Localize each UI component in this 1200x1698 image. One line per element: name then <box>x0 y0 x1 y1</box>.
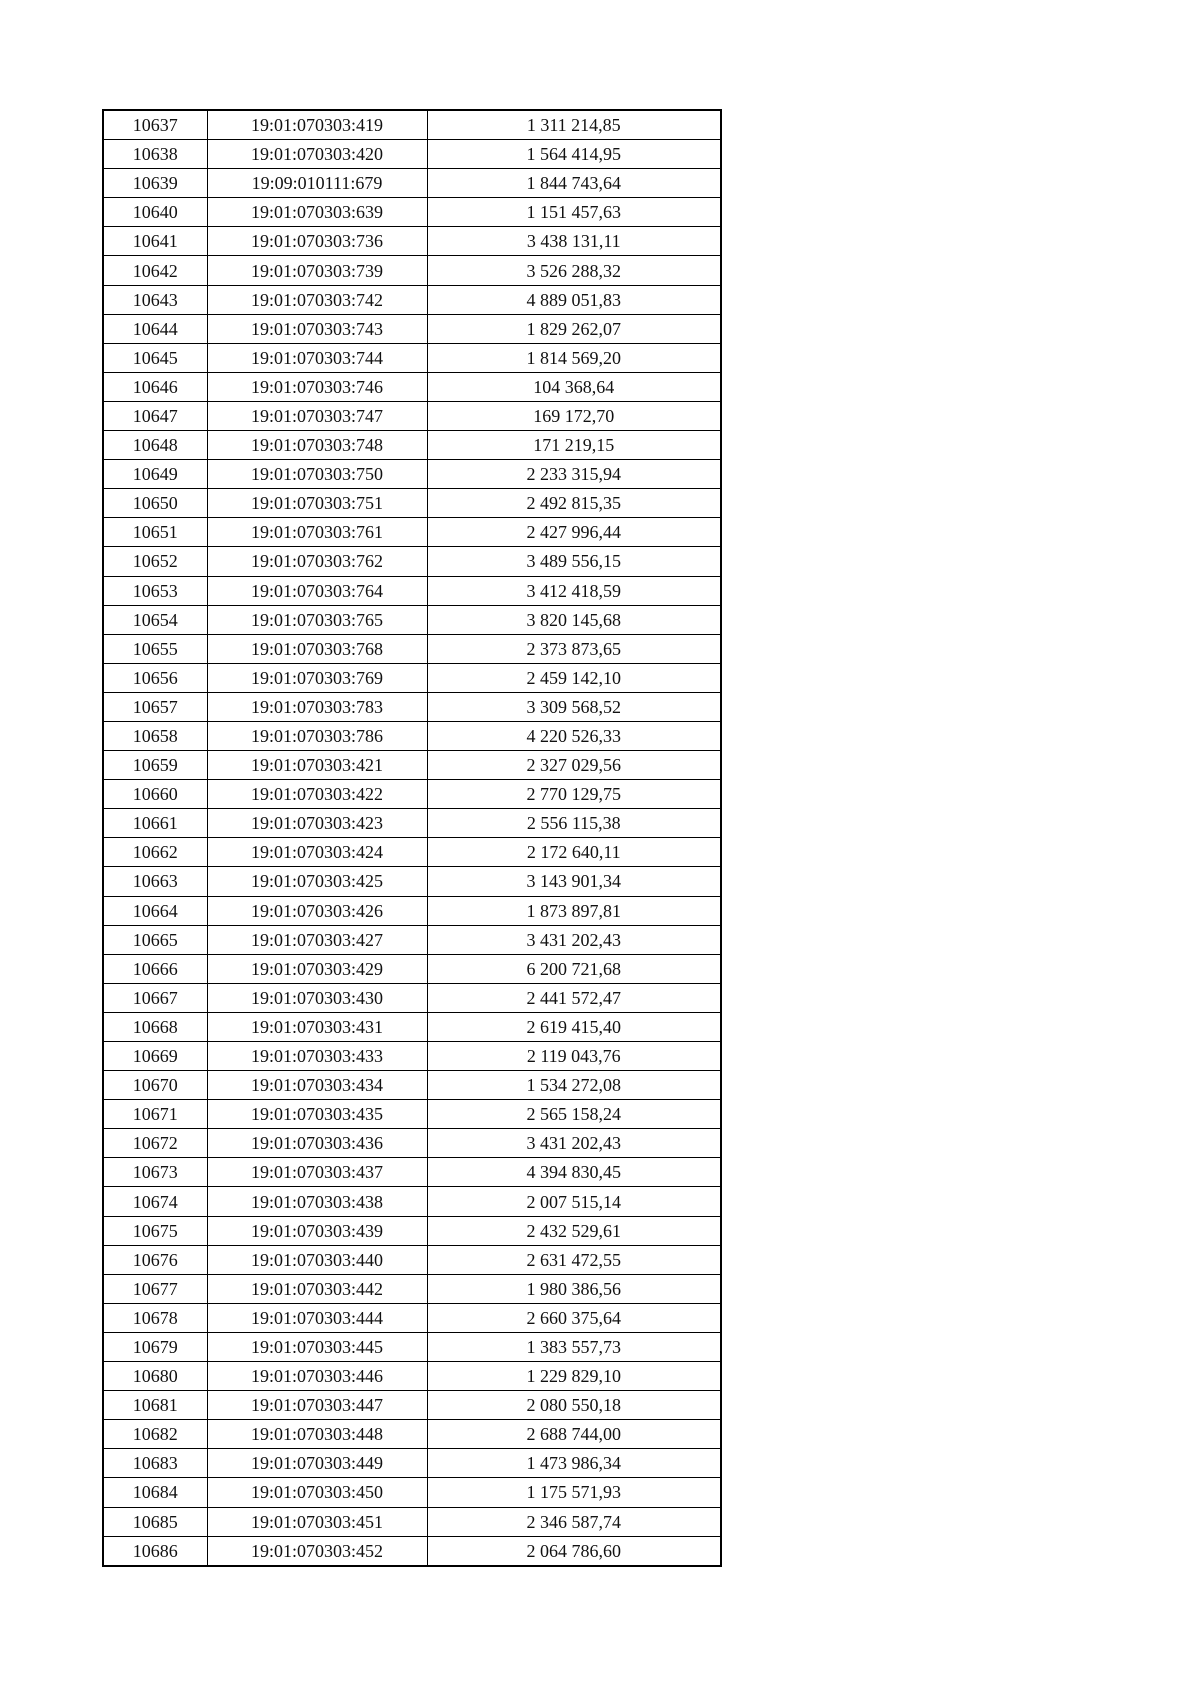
cadastral-value-cell: 3 431 202,43 <box>427 1129 721 1158</box>
cadastral-number-cell: 19:01:070303:451 <box>207 1507 427 1536</box>
table-row <box>103 605 721 634</box>
cadastral-value-cell: 104 368,64 <box>427 372 721 401</box>
cadastral-number-cell: 19:01:070303:447 <box>207 1391 427 1420</box>
cadastral-value-cell: 2 080 550,18 <box>427 1391 721 1420</box>
row-number-cell: 10666 <box>103 954 207 983</box>
table-row <box>103 1303 721 1332</box>
table-row <box>103 1420 721 1449</box>
row-number-cell: 10639 <box>103 169 207 198</box>
row-number-cell: 10640 <box>103 198 207 227</box>
table-row <box>103 1449 721 1478</box>
table-row <box>103 460 721 489</box>
cadastral-value-cell: 3 526 288,32 <box>427 256 721 285</box>
cadastral-number-cell: 19:01:070303:424 <box>207 838 427 867</box>
row-number-cell: 10648 <box>103 431 207 460</box>
cadastral-value-cell: 2 492 815,35 <box>427 489 721 518</box>
cadastral-number-cell: 19:01:070303:736 <box>207 227 427 256</box>
table-row <box>103 110 721 140</box>
table-row <box>103 256 721 285</box>
cadastral-value-cell: 1 829 262,07 <box>427 314 721 343</box>
cadastral-number-cell: 19:01:070303:433 <box>207 1042 427 1071</box>
cadastral-value-cell: 1 383 557,73 <box>427 1332 721 1361</box>
table-row <box>103 1507 721 1536</box>
cadastral-value-cell: 2 119 043,76 <box>427 1042 721 1071</box>
row-number-cell: 10655 <box>103 634 207 663</box>
cadastral-number-cell: 19:01:070303:437 <box>207 1158 427 1187</box>
table-row <box>103 1536 721 1566</box>
cadastral-number-cell: 19:01:070303:448 <box>207 1420 427 1449</box>
row-number-cell: 10650 <box>103 489 207 518</box>
row-number-cell: 10670 <box>103 1071 207 1100</box>
cadastral-number-cell: 19:01:070303:438 <box>207 1187 427 1216</box>
cadastral-number-cell: 19:01:070303:748 <box>207 431 427 460</box>
table-row <box>103 1158 721 1187</box>
row-number-cell: 10673 <box>103 1158 207 1187</box>
cadastral-value-cell: 1 980 386,56 <box>427 1274 721 1303</box>
table-row <box>103 925 721 954</box>
row-number-cell: 10637 <box>103 110 207 140</box>
table-row <box>103 954 721 983</box>
row-number-cell: 10642 <box>103 256 207 285</box>
cadastral-number-cell: 19:09:010111:679 <box>207 169 427 198</box>
cadastral-number-cell: 19:01:070303:435 <box>207 1100 427 1129</box>
row-number-cell: 10661 <box>103 809 207 838</box>
cadastral-number-cell: 19:01:070303:786 <box>207 721 427 750</box>
cadastral-value-cell: 1 175 571,93 <box>427 1478 721 1507</box>
cadastral-number-cell: 19:01:070303:440 <box>207 1245 427 1274</box>
row-number-cell: 10654 <box>103 605 207 634</box>
cadastral-number-cell: 19:01:070303:429 <box>207 954 427 983</box>
row-number-cell: 10678 <box>103 1303 207 1332</box>
cadastral-number-cell: 19:01:070303:761 <box>207 518 427 547</box>
cadastral-value-cell: 4 394 830,45 <box>427 1158 721 1187</box>
table-row <box>103 1274 721 1303</box>
cadastral-value-cell: 6 200 721,68 <box>427 954 721 983</box>
row-number-cell: 10646 <box>103 372 207 401</box>
cadastral-value-cell: 4 220 526,33 <box>427 721 721 750</box>
cadastral-number-cell: 19:01:070303:750 <box>207 460 427 489</box>
cadastral-value-cell: 171 219,15 <box>427 431 721 460</box>
row-number-cell: 10659 <box>103 751 207 780</box>
cadastral-number-cell: 19:01:070303:439 <box>207 1216 427 1245</box>
table-row <box>103 198 721 227</box>
cadastral-value-table <box>102 109 722 1567</box>
cadastral-value-cell: 3 143 901,34 <box>427 867 721 896</box>
cadastral-number-cell: 19:01:070303:427 <box>207 925 427 954</box>
cadastral-number-cell: 19:01:070303:430 <box>207 983 427 1012</box>
cadastral-number-cell: 19:01:070303:421 <box>207 751 427 780</box>
cadastral-value-cell: 3 431 202,43 <box>427 925 721 954</box>
row-number-cell: 10684 <box>103 1478 207 1507</box>
table-row <box>103 1216 721 1245</box>
cadastral-value-cell: 2 441 572,47 <box>427 983 721 1012</box>
row-number-cell: 10676 <box>103 1245 207 1274</box>
table-row <box>103 1071 721 1100</box>
row-number-cell: 10680 <box>103 1362 207 1391</box>
cadastral-value-cell: 1 814 569,20 <box>427 343 721 372</box>
cadastral-value-cell: 2 688 744,00 <box>427 1420 721 1449</box>
cadastral-number-cell: 19:01:070303:769 <box>207 663 427 692</box>
row-number-cell: 10665 <box>103 925 207 954</box>
cadastral-value-cell: 3 309 568,52 <box>427 692 721 721</box>
cadastral-number-cell: 19:01:070303:747 <box>207 401 427 430</box>
row-number-cell: 10683 <box>103 1449 207 1478</box>
cadastral-value-cell: 1 564 414,95 <box>427 140 721 169</box>
table-row <box>103 431 721 460</box>
cadastral-value-cell: 2 770 129,75 <box>427 780 721 809</box>
cadastral-number-cell: 19:01:070303:423 <box>207 809 427 838</box>
cadastral-number-cell: 19:01:070303:746 <box>207 372 427 401</box>
table-row <box>103 1332 721 1361</box>
cadastral-value-cell: 2 172 640,11 <box>427 838 721 867</box>
table-row <box>103 1391 721 1420</box>
cadastral-value-cell: 2 427 996,44 <box>427 518 721 547</box>
row-number-cell: 10658 <box>103 721 207 750</box>
cadastral-value-cell: 2 619 415,40 <box>427 1012 721 1041</box>
row-number-cell: 10638 <box>103 140 207 169</box>
cadastral-number-cell: 19:01:070303:762 <box>207 547 427 576</box>
row-number-cell: 10662 <box>103 838 207 867</box>
table-row <box>103 518 721 547</box>
table-row <box>103 401 721 430</box>
row-number-cell: 10663 <box>103 867 207 896</box>
cadastral-number-cell: 19:01:070303:431 <box>207 1012 427 1041</box>
row-number-cell: 10656 <box>103 663 207 692</box>
cadastral-value-cell: 1 311 214,85 <box>427 110 721 140</box>
table-row <box>103 227 721 256</box>
cadastral-value-cell: 2 064 786,60 <box>427 1536 721 1566</box>
cadastral-value-cell: 2 346 587,74 <box>427 1507 721 1536</box>
table-row <box>103 285 721 314</box>
table-row <box>103 751 721 780</box>
cadastral-value-cell: 2 007 515,14 <box>427 1187 721 1216</box>
table-row <box>103 663 721 692</box>
row-number-cell: 10643 <box>103 285 207 314</box>
table-row <box>103 1100 721 1129</box>
row-number-cell: 10685 <box>103 1507 207 1536</box>
table-row <box>103 634 721 663</box>
table-body <box>103 110 721 1566</box>
cadastral-value-cell: 4 889 051,83 <box>427 285 721 314</box>
table-row <box>103 1362 721 1391</box>
table-row <box>103 489 721 518</box>
row-number-cell: 10679 <box>103 1332 207 1361</box>
cadastral-number-cell: 19:01:070303:422 <box>207 780 427 809</box>
cadastral-value-cell: 2 660 375,64 <box>427 1303 721 1332</box>
table-row <box>103 1042 721 1071</box>
cadastral-value-cell: 2 373 873,65 <box>427 634 721 663</box>
row-number-cell: 10686 <box>103 1536 207 1566</box>
cadastral-number-cell: 19:01:070303:765 <box>207 605 427 634</box>
table-row <box>103 169 721 198</box>
row-number-cell: 10669 <box>103 1042 207 1071</box>
row-number-cell: 10647 <box>103 401 207 430</box>
table-row <box>103 372 721 401</box>
cadastral-number-cell: 19:01:070303:445 <box>207 1332 427 1361</box>
cadastral-value-cell: 3 489 556,15 <box>427 547 721 576</box>
row-number-cell: 10641 <box>103 227 207 256</box>
row-number-cell: 10674 <box>103 1187 207 1216</box>
row-number-cell: 10677 <box>103 1274 207 1303</box>
cadastral-number-cell: 19:01:070303:426 <box>207 896 427 925</box>
cadastral-value-cell: 3 438 131,11 <box>427 227 721 256</box>
table-row <box>103 1478 721 1507</box>
cadastral-number-cell: 19:01:070303:434 <box>207 1071 427 1100</box>
table-row <box>103 780 721 809</box>
row-number-cell: 10672 <box>103 1129 207 1158</box>
cadastral-number-cell: 19:01:070303:768 <box>207 634 427 663</box>
cadastral-number-cell: 19:01:070303:450 <box>207 1478 427 1507</box>
table-row <box>103 896 721 925</box>
row-number-cell: 10657 <box>103 692 207 721</box>
table-row <box>103 314 721 343</box>
cadastral-value-cell: 2 631 472,55 <box>427 1245 721 1274</box>
table-row <box>103 1245 721 1274</box>
cadastral-number-cell: 19:01:070303:452 <box>207 1536 427 1566</box>
cadastral-number-cell: 19:01:070303:420 <box>207 140 427 169</box>
cadastral-value-cell: 2 556 115,38 <box>427 809 721 838</box>
cadastral-number-cell: 19:01:070303:783 <box>207 692 427 721</box>
cadastral-value-cell: 1 873 897,81 <box>427 896 721 925</box>
row-number-cell: 10671 <box>103 1100 207 1129</box>
table-row <box>103 721 721 750</box>
cadastral-value-cell: 1 473 986,34 <box>427 1449 721 1478</box>
table-row <box>103 867 721 896</box>
row-number-cell: 10645 <box>103 343 207 372</box>
cadastral-value-cell: 1 844 743,64 <box>427 169 721 198</box>
cadastral-value-cell: 3 412 418,59 <box>427 576 721 605</box>
cadastral-number-cell: 19:01:070303:446 <box>207 1362 427 1391</box>
cadastral-number-cell: 19:01:070303:743 <box>207 314 427 343</box>
table-row <box>103 692 721 721</box>
table-row <box>103 1129 721 1158</box>
row-number-cell: 10649 <box>103 460 207 489</box>
row-number-cell: 10644 <box>103 314 207 343</box>
table-row <box>103 1012 721 1041</box>
cadastral-number-cell: 19:01:070303:739 <box>207 256 427 285</box>
row-number-cell: 10675 <box>103 1216 207 1245</box>
cadastral-number-cell: 19:01:070303:764 <box>207 576 427 605</box>
cadastral-value-cell: 2 327 029,56 <box>427 751 721 780</box>
table-row <box>103 809 721 838</box>
cadastral-number-cell: 19:01:070303:449 <box>207 1449 427 1478</box>
row-number-cell: 10653 <box>103 576 207 605</box>
table-row <box>103 576 721 605</box>
table-row <box>103 838 721 867</box>
cadastral-number-cell: 19:01:070303:639 <box>207 198 427 227</box>
cadastral-value-cell: 2 233 315,94 <box>427 460 721 489</box>
cadastral-number-cell: 19:01:070303:436 <box>207 1129 427 1158</box>
row-number-cell: 10682 <box>103 1420 207 1449</box>
cadastral-number-cell: 19:01:070303:744 <box>207 343 427 372</box>
row-number-cell: 10667 <box>103 983 207 1012</box>
row-number-cell: 10664 <box>103 896 207 925</box>
table-row <box>103 1187 721 1216</box>
cadastral-value-cell: 2 459 142,10 <box>427 663 721 692</box>
cadastral-number-cell: 19:01:070303:751 <box>207 489 427 518</box>
cadastral-value-cell: 2 432 529,61 <box>427 1216 721 1245</box>
row-number-cell: 10668 <box>103 1012 207 1041</box>
cadastral-value-cell: 2 565 158,24 <box>427 1100 721 1129</box>
table-row <box>103 547 721 576</box>
cadastral-number-cell: 19:01:070303:442 <box>207 1274 427 1303</box>
cadastral-value-cell: 1 229 829,10 <box>427 1362 721 1391</box>
row-number-cell: 10681 <box>103 1391 207 1420</box>
cadastral-value-cell: 3 820 145,68 <box>427 605 721 634</box>
table-row <box>103 140 721 169</box>
cadastral-value-cell: 169 172,70 <box>427 401 721 430</box>
cadastral-number-cell: 19:01:070303:444 <box>207 1303 427 1332</box>
table-row <box>103 983 721 1012</box>
cadastral-value-cell: 1 151 457,63 <box>427 198 721 227</box>
cadastral-number-cell: 19:01:070303:742 <box>207 285 427 314</box>
row-number-cell: 10651 <box>103 518 207 547</box>
cadastral-number-cell: 19:01:070303:425 <box>207 867 427 896</box>
table-row <box>103 343 721 372</box>
row-number-cell: 10660 <box>103 780 207 809</box>
cadastral-value-cell: 1 534 272,08 <box>427 1071 721 1100</box>
cadastral-number-cell: 19:01:070303:419 <box>207 110 427 140</box>
row-number-cell: 10652 <box>103 547 207 576</box>
